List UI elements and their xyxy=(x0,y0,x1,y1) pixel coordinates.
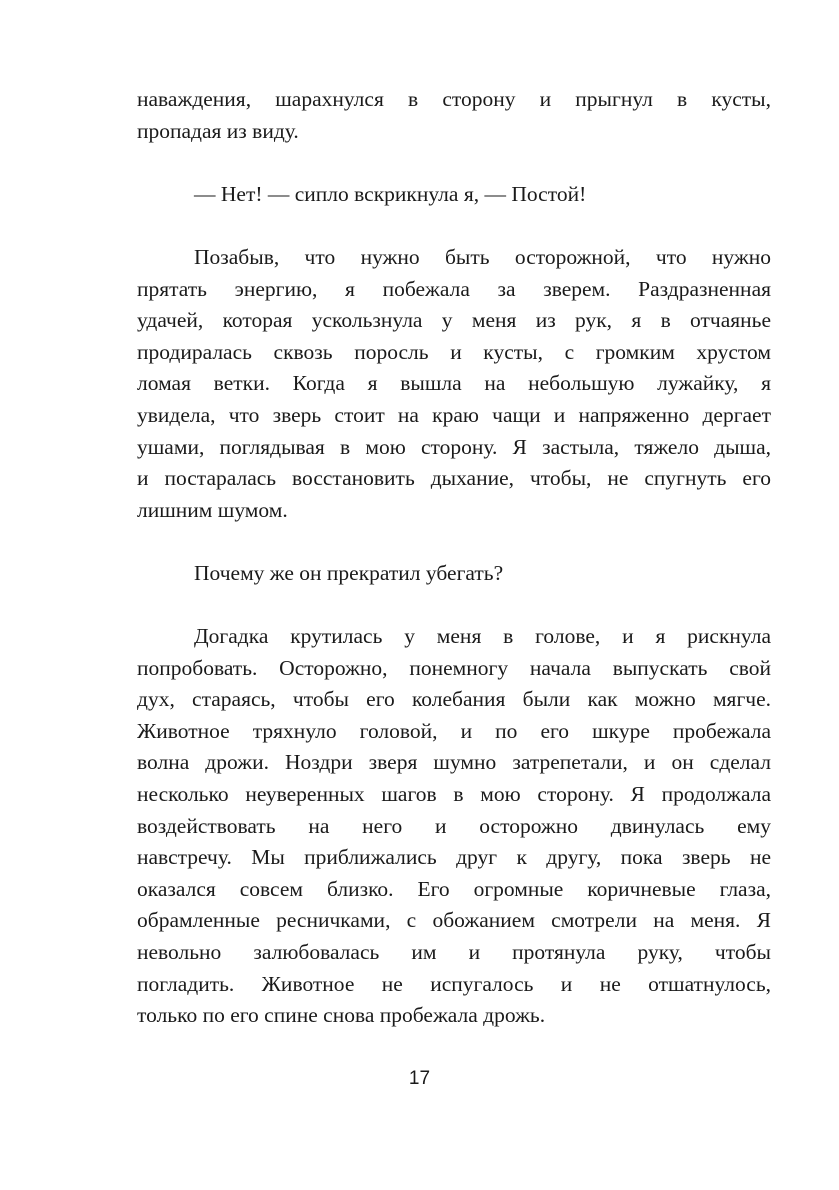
text-line: навстречу. Мы приближались друг к другу, пока зверь не xyxy=(137,845,771,870)
text-line: и постаралась восстановить дыхание, чтобы, не спугнуть его xyxy=(137,466,771,491)
text-line: лишним шумом. xyxy=(137,497,288,522)
paragraph-3 xyxy=(137,242,771,526)
text-line: обрамленные ресничками, с обожанием смотрели на меня. Я xyxy=(137,908,771,933)
body-text xyxy=(137,84,771,1032)
text-line: воздействовать на него и осторожно двинулась ему xyxy=(137,813,771,838)
text-line: — Нет! — сипло вскрикнула я, — Постой! xyxy=(194,181,587,206)
text-line: удачей, которая ускользнула у меня из рук, я в отчаянье xyxy=(137,308,771,333)
text-line: дух, стараясь, чтобы его колебания были как можно мягче. xyxy=(137,687,771,712)
paragraph-1 xyxy=(137,84,771,147)
text-line: волна дрожи. Ноздри зверя шумно затрепетали, и он сделал xyxy=(137,750,771,775)
paragraph-2-dialogue xyxy=(137,179,771,211)
text-line: только по его спине снова пробежала дрожь. xyxy=(137,1003,546,1028)
page-number: 17 xyxy=(408,1068,431,1089)
text-line: наваждения, шарахнулся в сторону и прыгнул в кусты, xyxy=(137,87,771,111)
text-line: невольно залюбовалась им и протянула руку, чтобы xyxy=(137,940,771,965)
text-line: погладить. Животное не испугалось и не отшатнулось, xyxy=(137,971,771,996)
text-line: прятать энергию, я побежала за зверем. Раздразненная xyxy=(137,276,771,301)
text-line: пропадая из виду. xyxy=(137,118,299,143)
text-line: ломая ветки. Когда я вышла на небольшую лужайку, я xyxy=(137,371,771,396)
text-line: Позабыв, что нужно быть осторожной, что нужно xyxy=(194,244,771,269)
text-line: продиралась сквозь поросль и кусты, с громким хрустом xyxy=(137,339,771,364)
text-line: Животное тряхнуло головой, и по его шкуре пробежала xyxy=(137,718,771,743)
text-line: ушами, поглядывая в мою сторону. Я застыла, тяжело дыша, xyxy=(137,434,771,459)
text-line: попробовать. Осторожно, понемногу начала выпускать свой xyxy=(137,655,771,680)
text-line: Догадка крутилась у меня в голове, и я рискнула xyxy=(194,624,771,649)
text-line: оказался совсем близко. Его огромные коричневые глаза, xyxy=(137,876,771,901)
text-line: увидела, что зверь стоит на краю чащи и напряженно дергает xyxy=(137,402,771,427)
text-line: Почему же он прекратил убегать? xyxy=(194,560,504,585)
paragraph-5 xyxy=(137,621,771,1032)
paragraph-4 xyxy=(137,558,771,590)
text-line: несколько неуверенных шагов в мою сторону. Я продолжала xyxy=(137,782,771,807)
